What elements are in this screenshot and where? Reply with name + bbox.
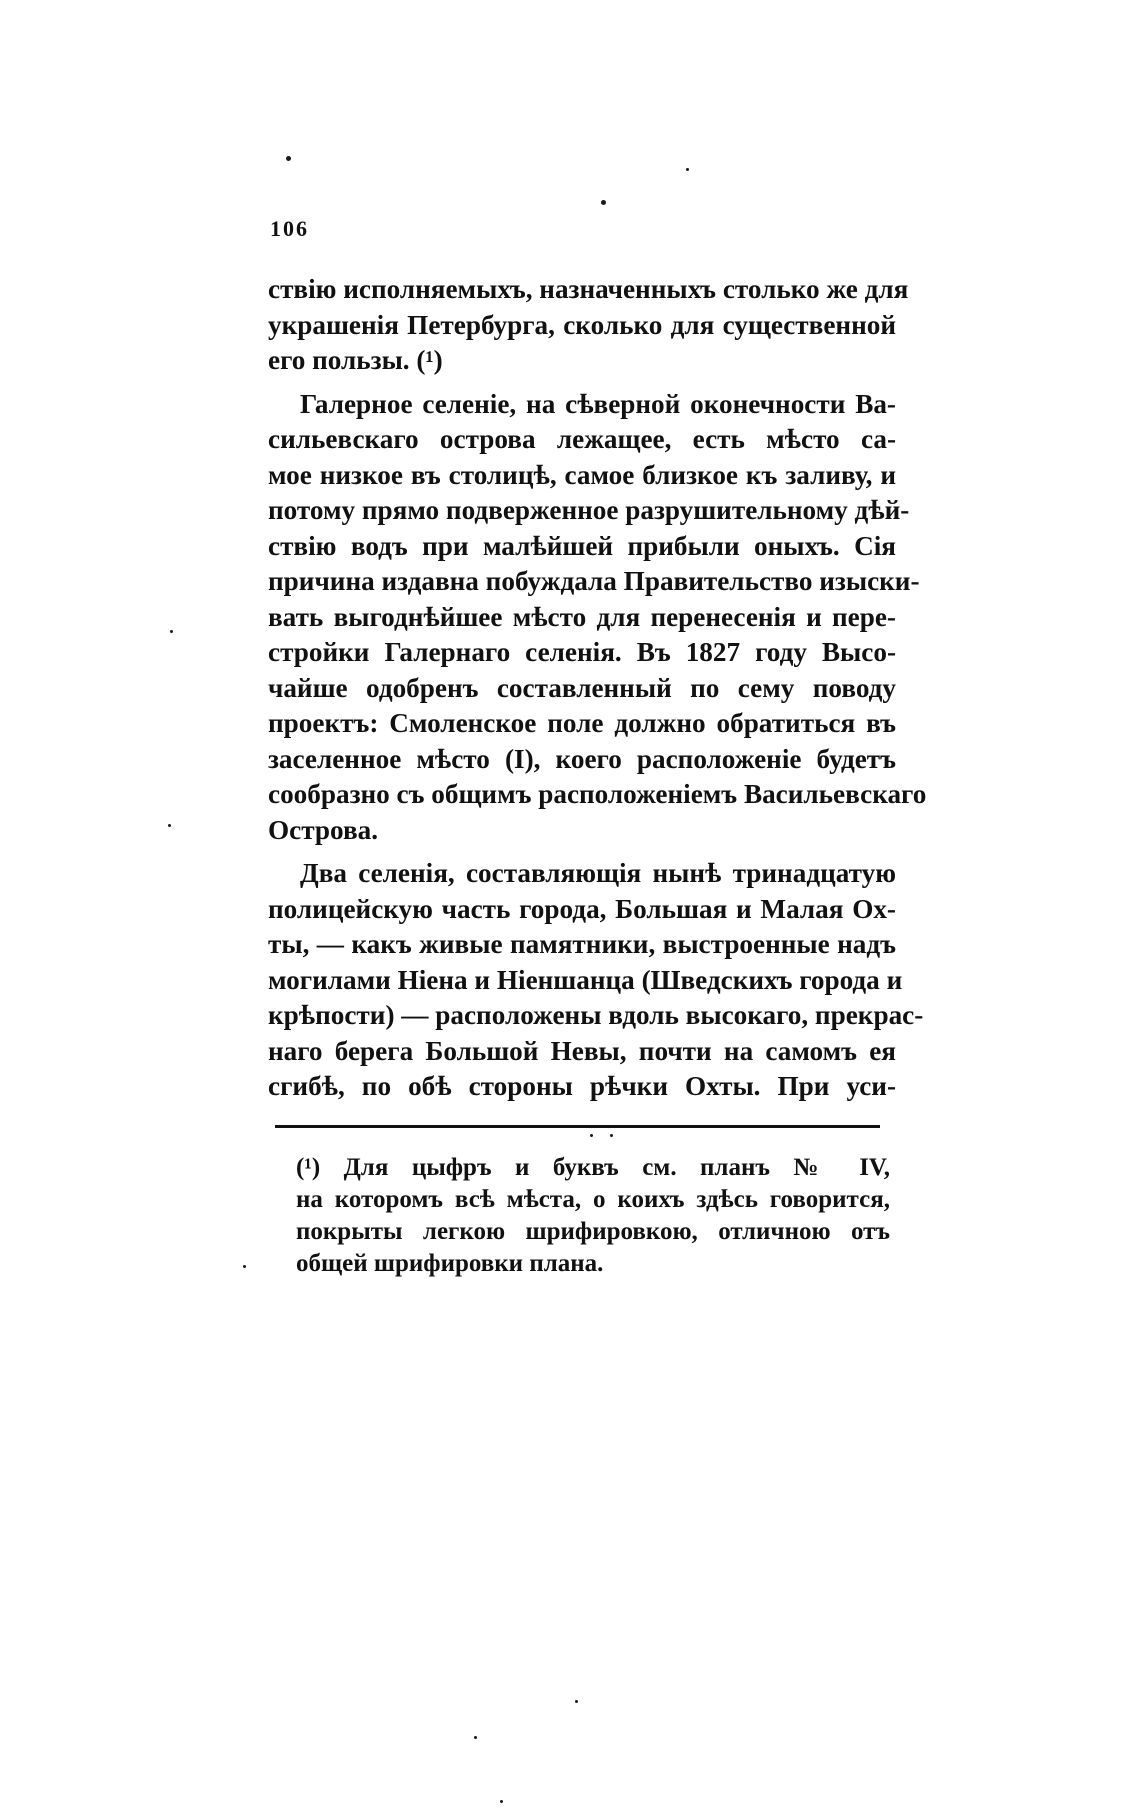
footnote-separator-rule bbox=[275, 1125, 880, 1128]
text-line: сгибѣ, по обѣ стороны рѣчки Охты. При уси- bbox=[268, 1071, 896, 1101]
text-line: ты, — какъ живые памятники, выстроенные надъ bbox=[268, 929, 896, 959]
paragraph-start-line: Два селенія, составляющія нынѣ тринадцатую bbox=[300, 858, 896, 888]
scan-speck bbox=[686, 168, 689, 171]
text-line: полицейскую часть города, Большая и Малая Ох- bbox=[268, 893, 896, 924]
text-line: сообразно съ общимъ расположеніемъ Васильевскаго bbox=[268, 779, 927, 809]
text-line: причина издавна побуждала Правительство изыски- bbox=[268, 566, 920, 596]
text-line: наго берега Большой Невы, почти на самомъ ея bbox=[268, 1035, 896, 1066]
text-line: Острова. bbox=[268, 814, 379, 845]
text-line: ствію водъ при малѣйшей прибыли оныхъ. Сія bbox=[268, 530, 896, 561]
scan-speck bbox=[575, 1700, 578, 1703]
text-line: проектъ: Смоленское поле должно обратиться въ bbox=[268, 708, 896, 738]
scan-speck bbox=[170, 630, 173, 633]
text-line: чайше одобренъ составленный по сему поводу bbox=[268, 672, 896, 703]
text-line: мое низкое въ столицѣ, самое близкое къ заливу, и bbox=[268, 459, 896, 490]
scan-speck bbox=[286, 156, 291, 161]
text-line: вать выгоднѣйшее мѣсто для перенесенія и пере- bbox=[268, 601, 896, 632]
scan-speck bbox=[168, 824, 171, 827]
scan-speck bbox=[474, 1736, 477, 1739]
scan-speck bbox=[610, 1134, 613, 1137]
page-number: 106 bbox=[270, 216, 309, 241]
scan-speck bbox=[601, 200, 606, 205]
footnote-line: общей шрифировки плана. bbox=[296, 1250, 604, 1277]
main-text bbox=[268, 272, 927, 1105]
text-line: стройки Галернаго селенія. Въ 1827 году Высо- bbox=[268, 637, 896, 667]
footnote-line: (¹) Для цыфръ и буквъ см. планъ № IV, bbox=[296, 1154, 890, 1181]
footnote bbox=[296, 1152, 890, 1280]
text-line: потому прямо подверженное разрушительному дѣй- bbox=[268, 495, 910, 525]
footnote-line: покрыты легкою шрифировкою, отличною отъ bbox=[296, 1218, 890, 1245]
text-line: сильевскаго острова лежащее, есть мѣсто са- bbox=[268, 424, 896, 454]
text-line: украшенія Петербурга, сколько для существенной bbox=[268, 309, 896, 340]
scan-speck bbox=[590, 1134, 593, 1137]
scan-speck bbox=[243, 1265, 246, 1268]
text-line: заселенное мѣсто (I), коего расположеніе будетъ bbox=[268, 743, 896, 774]
paragraph-start-line: Галерное селеніе, на сѣверной оконечности Ва- bbox=[300, 388, 896, 419]
footnote-line: на которомъ всѣ мѣста, о коихъ здѣсь говорится, bbox=[296, 1186, 890, 1213]
text-line: ствію исполняемыхъ, назначенныхъ столько же для bbox=[268, 274, 909, 304]
scan-speck bbox=[500, 1800, 503, 1803]
text-line: крѣпости) — расположены вдоль высокаго, прекрас- bbox=[268, 1000, 924, 1030]
text-line: могилами Ніена и Ніеншанца (Шведскихъ города и bbox=[268, 964, 903, 995]
text-line: его пользы. (¹) bbox=[268, 345, 443, 375]
